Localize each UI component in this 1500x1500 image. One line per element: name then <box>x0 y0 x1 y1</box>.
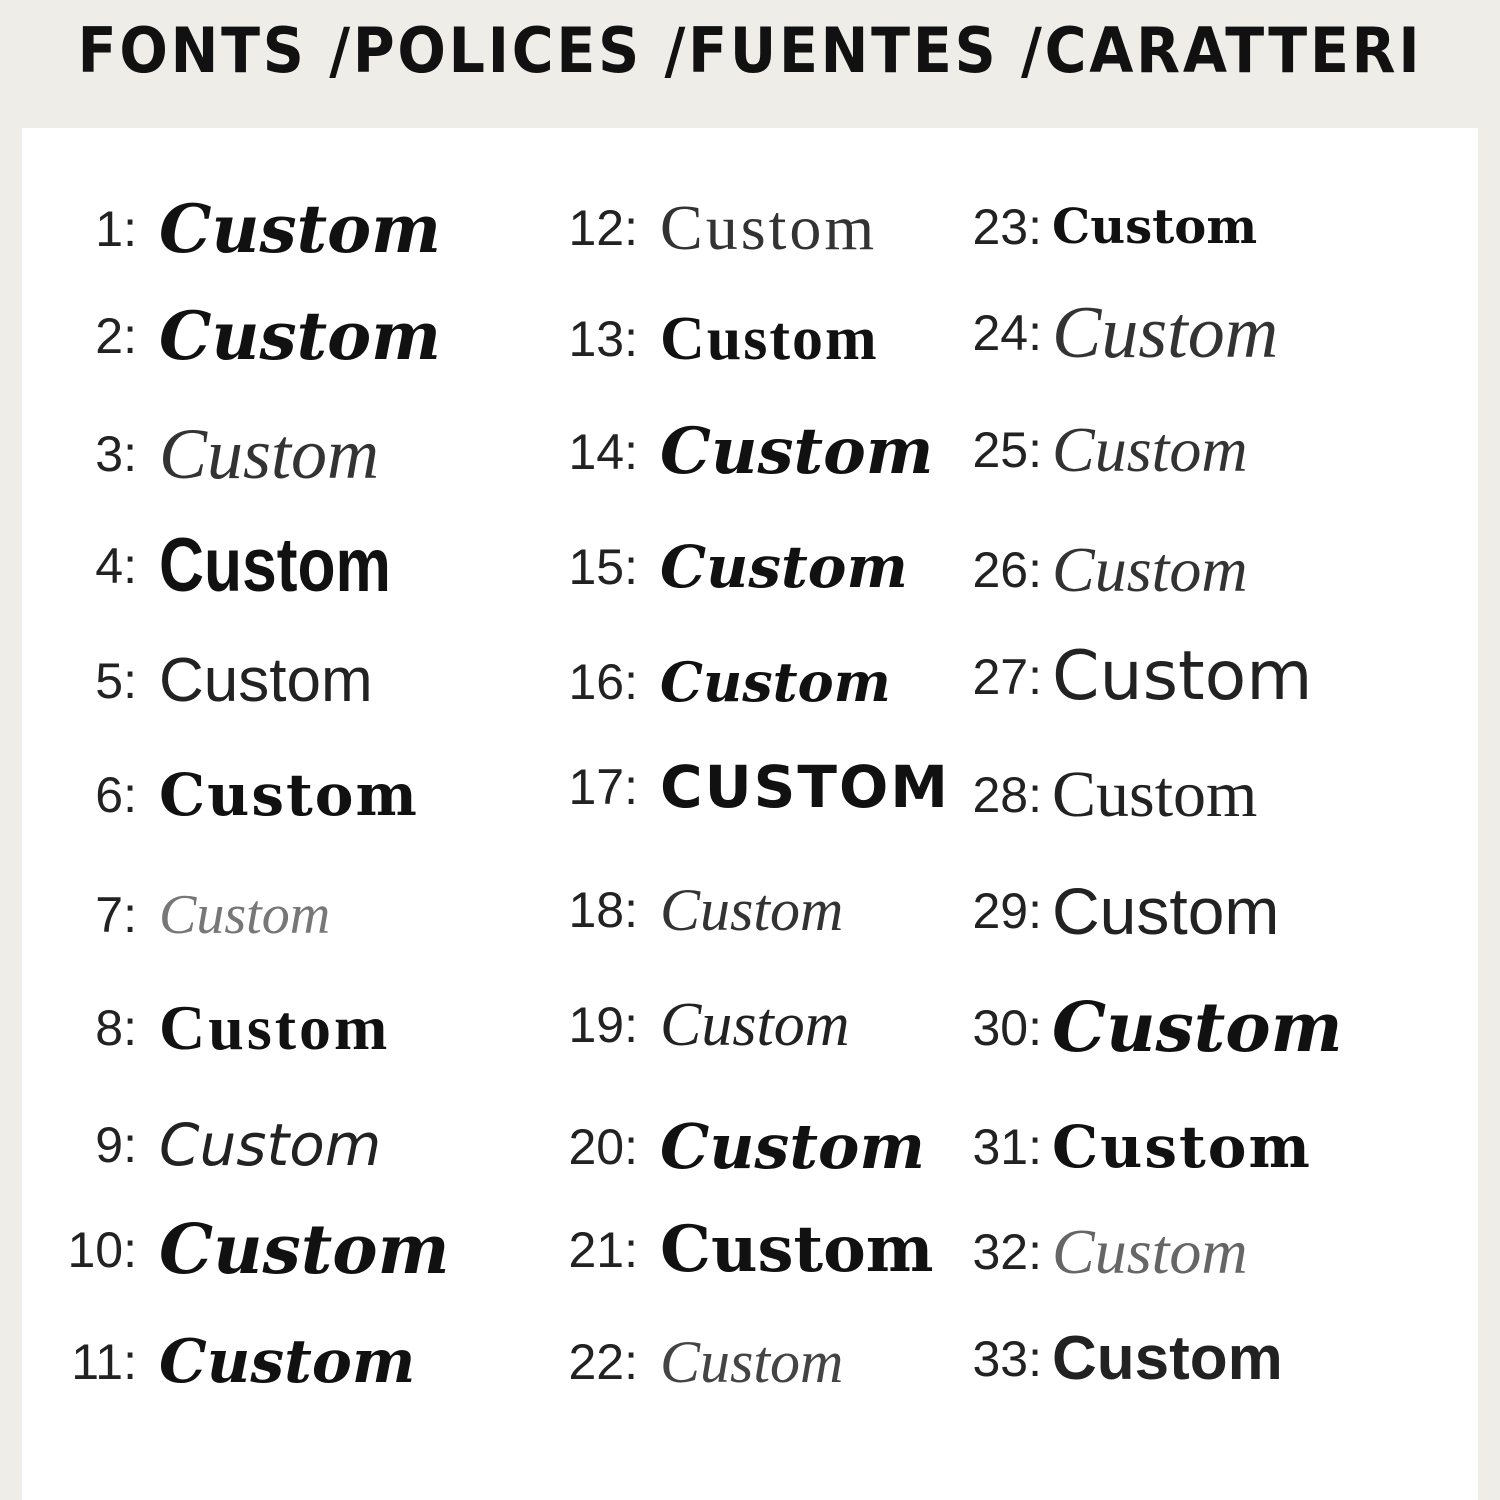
font-option-4[interactable] <box>22 523 442 608</box>
font-option-1[interactable] <box>22 190 442 268</box>
font-sample: Custom <box>660 877 844 943</box>
font-sample: Custom <box>1052 637 1313 716</box>
font-sample: Custom <box>159 190 442 268</box>
font-number: 14: <box>568 424 638 480</box>
font-number: 1: <box>95 201 137 257</box>
font-number: 20: <box>568 1119 638 1175</box>
font-option-25[interactable] <box>942 414 1248 485</box>
font-sample: Custom <box>1052 292 1279 374</box>
font-option-22[interactable] <box>540 1329 844 1395</box>
font-option-21[interactable] <box>540 1212 934 1287</box>
font-sample: Custom <box>1052 874 1280 948</box>
font-option-15[interactable] <box>540 533 908 601</box>
font-number: 9: <box>95 1117 137 1173</box>
font-option-23[interactable] <box>942 198 1257 256</box>
font-option-18[interactable] <box>540 877 844 943</box>
font-option-5[interactable] <box>22 646 373 715</box>
font-number: 5: <box>95 653 137 709</box>
font-sample: Custom <box>660 1110 925 1183</box>
font-number: 3: <box>95 426 137 482</box>
font-option-8[interactable] <box>22 992 391 1063</box>
font-option-12[interactable] <box>540 192 878 263</box>
font-option-2[interactable] <box>22 297 442 375</box>
font-option-3[interactable] <box>22 414 380 494</box>
font-number: 12: <box>568 200 638 256</box>
font-sample: Custom <box>660 192 878 263</box>
font-sample: Custom <box>159 1111 382 1179</box>
font-number: 18: <box>568 882 638 938</box>
font-sample: Custom <box>1052 988 1343 1068</box>
font-option-14[interactable] <box>540 414 934 489</box>
font-sample: Custom <box>159 884 331 946</box>
font-number: 17: <box>568 759 638 815</box>
font-option-32[interactable] <box>942 1216 1248 1287</box>
font-number: 33: <box>972 1331 1042 1387</box>
font-number: 21: <box>568 1222 638 1278</box>
font-number: 4: <box>95 538 137 594</box>
font-sample: Custom <box>660 414 934 489</box>
font-sample: Custom <box>1052 1216 1248 1287</box>
font-sample: Custom <box>660 991 850 1059</box>
font-option-6[interactable] <box>22 761 419 829</box>
font-sample: Custom <box>159 414 380 494</box>
font-sample: Custom <box>159 646 373 715</box>
font-number: 8: <box>95 1000 137 1056</box>
font-number: 25: <box>972 422 1042 478</box>
font-option-33[interactable] <box>942 1324 1283 1393</box>
font-number: 27: <box>972 649 1042 705</box>
font-number: 30: <box>972 1000 1042 1056</box>
font-sample: Custom <box>159 523 391 608</box>
font-option-11[interactable] <box>22 1327 416 1397</box>
font-number: 29: <box>972 883 1042 939</box>
font-number: 15: <box>568 539 638 595</box>
font-option-24[interactable] <box>942 292 1279 374</box>
font-sample: Custom <box>159 1327 416 1397</box>
font-sample: Custom <box>660 533 908 601</box>
font-sample: Custom <box>660 305 879 373</box>
font-option-10[interactable] <box>22 1210 450 1290</box>
font-number: 16: <box>568 654 638 710</box>
font-sample: Custom <box>159 297 442 375</box>
font-option-27[interactable] <box>942 637 1313 716</box>
page-title: FONTS /POLICES /FUENTES /CARATTERI <box>77 14 1423 87</box>
font-sample: Custom <box>1052 1324 1283 1393</box>
font-option-29[interactable] <box>942 874 1280 948</box>
font-number: 7: <box>95 887 137 943</box>
font-number: 13: <box>568 311 638 367</box>
font-sample: Custom <box>1052 414 1248 485</box>
font-number: 23: <box>972 199 1042 255</box>
font-number: 22: <box>568 1334 638 1390</box>
font-option-28[interactable] <box>942 758 1258 831</box>
font-option-16[interactable] <box>540 650 891 714</box>
font-option-19[interactable] <box>540 991 850 1059</box>
font-sample: Custom <box>1052 758 1258 831</box>
font-number: 28: <box>972 767 1042 823</box>
font-sample: Custom <box>1052 534 1248 605</box>
font-number: 32: <box>972 1224 1042 1280</box>
font-option-30[interactable] <box>942 988 1343 1068</box>
font-number: 10: <box>67 1222 137 1278</box>
font-sample: Custom <box>1052 199 1258 255</box>
font-sample: Custom <box>1052 1113 1312 1181</box>
font-sample: Custom <box>660 1329 844 1395</box>
font-sample: Custom <box>159 761 419 829</box>
font-option-31[interactable] <box>942 1113 1312 1181</box>
font-number: 26: <box>972 542 1042 598</box>
font-number: 31: <box>972 1119 1042 1175</box>
font-number: 19: <box>568 997 638 1053</box>
font-number: 24: <box>972 305 1042 361</box>
font-option-26[interactable] <box>942 534 1248 605</box>
font-option-7[interactable] <box>22 886 330 944</box>
font-number: 2: <box>95 308 137 364</box>
font-number: 11: <box>71 1334 137 1390</box>
font-option-9[interactable] <box>22 1111 382 1179</box>
font-option-13[interactable] <box>540 305 879 373</box>
font-sample: CUSTOM <box>660 753 951 821</box>
font-number: 6: <box>95 767 137 823</box>
font-option-20[interactable] <box>540 1110 925 1183</box>
font-option-17[interactable] <box>540 753 951 821</box>
font-sample: Custom <box>660 1212 934 1287</box>
font-sample-sheet <box>22 128 1478 1500</box>
font-sample: Custom <box>159 1210 450 1290</box>
font-sample: Custom <box>660 650 891 714</box>
font-sample: Custom <box>159 992 391 1063</box>
